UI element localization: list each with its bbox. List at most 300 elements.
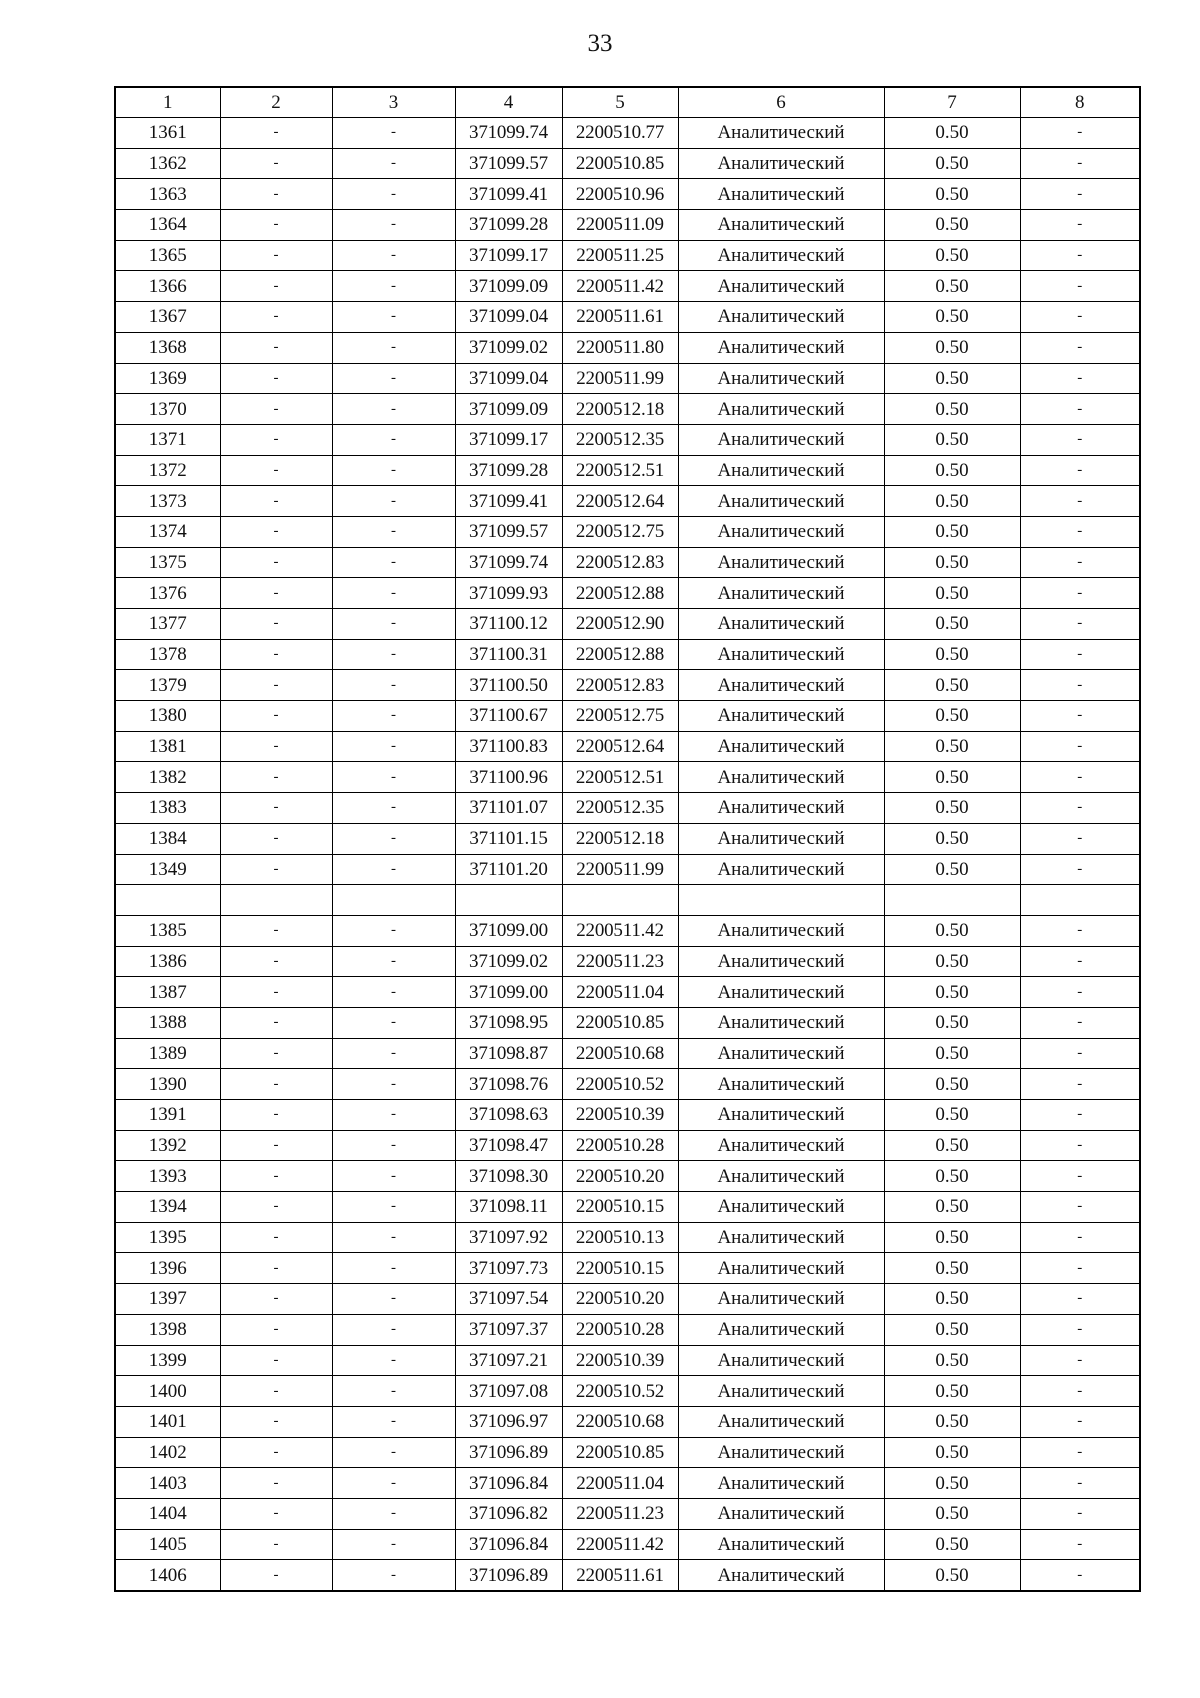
x-coordinate-cell: 371101.07 xyxy=(455,793,562,824)
accuracy-cell: 0.50 xyxy=(884,1253,1020,1284)
point-number-cell: 1394 xyxy=(115,1192,220,1223)
col3-cell: - xyxy=(332,1406,455,1437)
table-row xyxy=(115,1345,1140,1376)
point-number-cell: 1399 xyxy=(115,1345,220,1376)
y-coordinate-cell: 2200510.15 xyxy=(562,1192,678,1223)
col3-cell: - xyxy=(332,210,455,241)
col3-cell: - xyxy=(332,1192,455,1223)
table-header-row xyxy=(115,87,1140,118)
col3-cell: - xyxy=(332,118,455,149)
col3-cell: - xyxy=(332,1376,455,1407)
method-cell: Аналитический xyxy=(678,240,884,271)
table-row xyxy=(115,1007,1140,1038)
col8-cell: - xyxy=(1020,1069,1140,1100)
method-cell: Аналитический xyxy=(678,118,884,149)
point-number-cell: 1361 xyxy=(115,118,220,149)
method-cell: Аналитический xyxy=(678,762,884,793)
y-coordinate-cell: 2200512.35 xyxy=(562,424,678,455)
point-number-cell: 1378 xyxy=(115,639,220,670)
col3-cell: - xyxy=(332,1529,455,1560)
accuracy-cell: 0.50 xyxy=(884,1038,1020,1069)
table-row xyxy=(115,547,1140,578)
method-cell: Аналитический xyxy=(678,1192,884,1223)
col8-cell: - xyxy=(1020,977,1140,1008)
point-number-cell: 1377 xyxy=(115,609,220,640)
col3-cell: - xyxy=(332,578,455,609)
x-coordinate-cell: 371099.74 xyxy=(455,118,562,149)
col2-cell: - xyxy=(220,762,332,793)
col8-cell: - xyxy=(1020,639,1140,670)
accuracy-cell: 0.50 xyxy=(884,1222,1020,1253)
point-number-cell: 1381 xyxy=(115,731,220,762)
col2-cell: - xyxy=(220,302,332,333)
y-coordinate-cell: 2200512.83 xyxy=(562,670,678,701)
y-coordinate-cell: 2200510.13 xyxy=(562,1222,678,1253)
col2-cell: - xyxy=(220,394,332,425)
col3-cell: - xyxy=(332,977,455,1008)
col2-cell: - xyxy=(220,1222,332,1253)
table-row xyxy=(115,1038,1140,1069)
col8-cell: - xyxy=(1020,1529,1140,1560)
col2-cell: - xyxy=(220,332,332,363)
table-body xyxy=(115,118,1140,1592)
col8-cell: - xyxy=(1020,1406,1140,1437)
table-row xyxy=(115,639,1140,670)
point-number-cell: 1389 xyxy=(115,1038,220,1069)
table-row xyxy=(115,516,1140,547)
table-row xyxy=(115,363,1140,394)
point-number-cell: 1376 xyxy=(115,578,220,609)
col2-cell: - xyxy=(220,1468,332,1499)
accuracy-cell: 0.50 xyxy=(884,271,1020,302)
col8-cell: - xyxy=(1020,148,1140,179)
col2-cell: - xyxy=(220,1069,332,1100)
x-coordinate-cell: 371098.63 xyxy=(455,1100,562,1131)
x-coordinate-cell: 371097.08 xyxy=(455,1376,562,1407)
col8-cell: - xyxy=(1020,1437,1140,1468)
method-cell: Аналитический xyxy=(678,1253,884,1284)
y-coordinate-cell: 2200510.20 xyxy=(562,1161,678,1192)
x-coordinate-cell: 371099.57 xyxy=(455,148,562,179)
y-coordinate-cell: 2200510.85 xyxy=(562,1007,678,1038)
col2-cell: - xyxy=(220,1376,332,1407)
column-header: 3 xyxy=(332,87,455,118)
accuracy-cell: 0.50 xyxy=(884,701,1020,732)
col8-cell: - xyxy=(1020,762,1140,793)
table-row xyxy=(115,302,1140,333)
col3-cell: - xyxy=(332,1069,455,1100)
col2-cell: - xyxy=(220,1100,332,1131)
y-coordinate-cell: 2200510.77 xyxy=(562,118,678,149)
col8-cell: - xyxy=(1020,424,1140,455)
col8-cell: - xyxy=(1020,179,1140,210)
point-number-cell: 1388 xyxy=(115,1007,220,1038)
table-row xyxy=(115,915,1140,946)
col8-cell: - xyxy=(1020,1314,1140,1345)
method-cell: Аналитический xyxy=(678,701,884,732)
x-coordinate-cell: 371097.37 xyxy=(455,1314,562,1345)
point-number-cell: 1380 xyxy=(115,701,220,732)
accuracy-cell: 0.50 xyxy=(884,1130,1020,1161)
table-row xyxy=(115,179,1140,210)
table-row xyxy=(115,762,1140,793)
col8-cell: - xyxy=(1020,1376,1140,1407)
column-header: 5 xyxy=(562,87,678,118)
method-cell: Аналитический xyxy=(678,210,884,241)
col2-cell: - xyxy=(220,1529,332,1560)
accuracy-cell: 0.50 xyxy=(884,1161,1020,1192)
col2-cell xyxy=(220,885,332,916)
x-coordinate-cell: 371096.84 xyxy=(455,1529,562,1560)
accuracy-cell: 0.50 xyxy=(884,210,1020,241)
col2-cell: - xyxy=(220,854,332,885)
accuracy-cell: 0.50 xyxy=(884,670,1020,701)
method-cell: Аналитический xyxy=(678,731,884,762)
method-cell: Аналитический xyxy=(678,486,884,517)
col3-cell: - xyxy=(332,302,455,333)
x-coordinate-cell: 371099.02 xyxy=(455,946,562,977)
x-coordinate-cell xyxy=(455,885,562,916)
y-coordinate-cell: 2200510.68 xyxy=(562,1038,678,1069)
col8-cell: - xyxy=(1020,1468,1140,1499)
method-cell: Аналитический xyxy=(678,1100,884,1131)
table-row xyxy=(115,731,1140,762)
accuracy-cell: 0.50 xyxy=(884,609,1020,640)
col3-cell: - xyxy=(332,1253,455,1284)
col2-cell: - xyxy=(220,793,332,824)
col3-cell: - xyxy=(332,1437,455,1468)
method-cell: Аналитический xyxy=(678,547,884,578)
x-coordinate-cell: 371098.95 xyxy=(455,1007,562,1038)
x-coordinate-cell: 371101.20 xyxy=(455,854,562,885)
method-cell: Аналитический xyxy=(678,823,884,854)
col8-cell: - xyxy=(1020,332,1140,363)
col3-cell: - xyxy=(332,1468,455,1499)
col3-cell: - xyxy=(332,547,455,578)
table-row xyxy=(115,1069,1140,1100)
y-coordinate-cell: 2200510.85 xyxy=(562,148,678,179)
col8-cell: - xyxy=(1020,302,1140,333)
point-number-cell: 1403 xyxy=(115,1468,220,1499)
col3-cell: - xyxy=(332,946,455,977)
table-row xyxy=(115,1498,1140,1529)
y-coordinate-cell: 2200512.18 xyxy=(562,394,678,425)
x-coordinate-cell: 371097.73 xyxy=(455,1253,562,1284)
x-coordinate-cell: 371099.02 xyxy=(455,332,562,363)
col2-cell: - xyxy=(220,639,332,670)
col2-cell: - xyxy=(220,271,332,302)
method-cell: Аналитический xyxy=(678,1406,884,1437)
method-cell: Аналитический xyxy=(678,1222,884,1253)
col8-cell: - xyxy=(1020,578,1140,609)
method-cell: Аналитический xyxy=(678,516,884,547)
accuracy-cell: 0.50 xyxy=(884,148,1020,179)
accuracy-cell: 0.50 xyxy=(884,1529,1020,1560)
x-coordinate-cell: 371099.74 xyxy=(455,547,562,578)
col3-cell: - xyxy=(332,394,455,425)
col3-cell: - xyxy=(332,1007,455,1038)
accuracy-cell: 0.50 xyxy=(884,240,1020,271)
method-cell: Аналитический xyxy=(678,179,884,210)
accuracy-cell: 0.50 xyxy=(884,1468,1020,1499)
y-coordinate-cell: 2200511.42 xyxy=(562,915,678,946)
col8-cell: - xyxy=(1020,793,1140,824)
accuracy-cell: 0.50 xyxy=(884,1314,1020,1345)
x-coordinate-cell: 371099.41 xyxy=(455,486,562,517)
method-cell: Аналитический xyxy=(678,1498,884,1529)
accuracy-cell: 0.50 xyxy=(884,915,1020,946)
y-coordinate-cell: 2200511.99 xyxy=(562,854,678,885)
table-row xyxy=(115,1560,1140,1591)
col2-cell: - xyxy=(220,823,332,854)
x-coordinate-cell: 371100.96 xyxy=(455,762,562,793)
table-row xyxy=(115,1192,1140,1223)
accuracy-cell: 0.50 xyxy=(884,394,1020,425)
col2-cell: - xyxy=(220,118,332,149)
point-number-cell: 1402 xyxy=(115,1437,220,1468)
y-coordinate-cell: 2200510.52 xyxy=(562,1376,678,1407)
method-cell: Аналитический xyxy=(678,271,884,302)
table-row xyxy=(115,854,1140,885)
col2-cell: - xyxy=(220,1161,332,1192)
y-coordinate-cell: 2200512.64 xyxy=(562,486,678,517)
accuracy-cell: 0.50 xyxy=(884,455,1020,486)
point-number-cell: 1363 xyxy=(115,179,220,210)
point-number-cell: 1375 xyxy=(115,547,220,578)
col2-cell: - xyxy=(220,455,332,486)
accuracy-cell: 0.50 xyxy=(884,1345,1020,1376)
y-coordinate-cell: 2200510.85 xyxy=(562,1437,678,1468)
y-coordinate-cell: 2200512.83 xyxy=(562,547,678,578)
col2-cell: - xyxy=(220,701,332,732)
col3-cell: - xyxy=(332,915,455,946)
method-cell: Аналитический xyxy=(678,578,884,609)
col2-cell: - xyxy=(220,240,332,271)
accuracy-cell: 0.50 xyxy=(884,516,1020,547)
x-coordinate-cell: 371099.09 xyxy=(455,271,562,302)
y-coordinate-cell: 2200510.20 xyxy=(562,1284,678,1315)
y-coordinate-cell: 2200511.25 xyxy=(562,240,678,271)
col8-cell: - xyxy=(1020,915,1140,946)
col3-cell: - xyxy=(332,148,455,179)
method-cell: Аналитический xyxy=(678,1345,884,1376)
x-coordinate-cell: 371098.76 xyxy=(455,1069,562,1100)
point-number-cell: 1392 xyxy=(115,1130,220,1161)
col8-cell: - xyxy=(1020,547,1140,578)
col8-cell: - xyxy=(1020,1498,1140,1529)
x-coordinate-cell: 371099.00 xyxy=(455,977,562,1008)
x-coordinate-cell: 371096.89 xyxy=(455,1437,562,1468)
col2-cell: - xyxy=(220,731,332,762)
col3-cell: - xyxy=(332,639,455,670)
table-row xyxy=(115,118,1140,149)
col2-cell: - xyxy=(220,547,332,578)
col3-cell: - xyxy=(332,455,455,486)
point-number-cell: 1382 xyxy=(115,762,220,793)
point-number-cell: 1368 xyxy=(115,332,220,363)
col8-cell: - xyxy=(1020,1100,1140,1131)
accuracy-cell xyxy=(884,885,1020,916)
method-cell: Аналитический xyxy=(678,946,884,977)
col2-cell: - xyxy=(220,1253,332,1284)
col8-cell: - xyxy=(1020,854,1140,885)
col3-cell: - xyxy=(332,823,455,854)
y-coordinate-cell: 2200512.90 xyxy=(562,609,678,640)
point-number-cell xyxy=(115,885,220,916)
table-row xyxy=(115,486,1140,517)
accuracy-cell: 0.50 xyxy=(884,731,1020,762)
y-coordinate-cell: 2200512.64 xyxy=(562,731,678,762)
col3-cell: - xyxy=(332,332,455,363)
point-number-cell: 1367 xyxy=(115,302,220,333)
table-row xyxy=(115,578,1140,609)
method-cell: Аналитический xyxy=(678,363,884,394)
col3-cell: - xyxy=(332,424,455,455)
point-number-cell: 1396 xyxy=(115,1253,220,1284)
x-coordinate-cell: 371099.93 xyxy=(455,578,562,609)
x-coordinate-cell: 371097.92 xyxy=(455,1222,562,1253)
point-number-cell: 1405 xyxy=(115,1529,220,1560)
table-row xyxy=(115,1406,1140,1437)
col8-cell: - xyxy=(1020,486,1140,517)
method-cell: Аналитический xyxy=(678,1437,884,1468)
table-row xyxy=(115,1437,1140,1468)
y-coordinate-cell: 2200510.28 xyxy=(562,1130,678,1161)
col8-cell: - xyxy=(1020,1130,1140,1161)
y-coordinate-cell: 2200511.61 xyxy=(562,302,678,333)
col3-cell: - xyxy=(332,271,455,302)
point-number-cell: 1400 xyxy=(115,1376,220,1407)
y-coordinate-cell: 2200512.51 xyxy=(562,762,678,793)
table-row xyxy=(115,240,1140,271)
point-number-cell: 1372 xyxy=(115,455,220,486)
point-number-cell: 1379 xyxy=(115,670,220,701)
col3-cell: - xyxy=(332,1345,455,1376)
accuracy-cell: 0.50 xyxy=(884,793,1020,824)
method-cell: Аналитический xyxy=(678,1069,884,1100)
y-coordinate-cell: 2200512.88 xyxy=(562,639,678,670)
point-number-cell: 1371 xyxy=(115,424,220,455)
x-coordinate-cell: 371097.21 xyxy=(455,1345,562,1376)
col2-cell: - xyxy=(220,670,332,701)
method-cell: Аналитический xyxy=(678,455,884,486)
point-number-cell: 1364 xyxy=(115,210,220,241)
method-cell: Аналитический xyxy=(678,424,884,455)
col8-cell: - xyxy=(1020,823,1140,854)
col3-cell xyxy=(332,885,455,916)
col2-cell: - xyxy=(220,1406,332,1437)
point-number-cell: 1391 xyxy=(115,1100,220,1131)
y-coordinate-cell: 2200512.35 xyxy=(562,793,678,824)
col2-cell: - xyxy=(220,1560,332,1591)
point-number-cell: 1393 xyxy=(115,1161,220,1192)
accuracy-cell: 0.50 xyxy=(884,424,1020,455)
y-coordinate-cell: 2200511.99 xyxy=(562,363,678,394)
col3-cell: - xyxy=(332,1038,455,1069)
table-row xyxy=(115,1314,1140,1345)
col2-cell: - xyxy=(220,1437,332,1468)
col2-cell: - xyxy=(220,915,332,946)
col2-cell: - xyxy=(220,1130,332,1161)
table-row xyxy=(115,394,1140,425)
y-coordinate-cell: 2200511.80 xyxy=(562,332,678,363)
column-header: 8 xyxy=(1020,87,1140,118)
x-coordinate-cell: 371097.54 xyxy=(455,1284,562,1315)
y-coordinate-cell: 2200512.75 xyxy=(562,516,678,547)
col3-cell: - xyxy=(332,1222,455,1253)
col8-cell xyxy=(1020,885,1140,916)
col3-cell: - xyxy=(332,179,455,210)
col8-cell: - xyxy=(1020,731,1140,762)
accuracy-cell: 0.50 xyxy=(884,639,1020,670)
table-row xyxy=(115,1100,1140,1131)
accuracy-cell: 0.50 xyxy=(884,486,1020,517)
y-coordinate-cell: 2200510.96 xyxy=(562,179,678,210)
table-row xyxy=(115,823,1140,854)
col2-cell: - xyxy=(220,516,332,547)
col8-cell: - xyxy=(1020,1560,1140,1591)
col8-cell: - xyxy=(1020,394,1140,425)
method-cell: Аналитический xyxy=(678,302,884,333)
col2-cell: - xyxy=(220,1192,332,1223)
accuracy-cell: 0.50 xyxy=(884,1560,1020,1591)
col8-cell: - xyxy=(1020,609,1140,640)
x-coordinate-cell: 371099.28 xyxy=(455,210,562,241)
accuracy-cell: 0.50 xyxy=(884,854,1020,885)
col3-cell: - xyxy=(332,1314,455,1345)
col8-cell: - xyxy=(1020,271,1140,302)
col8-cell: - xyxy=(1020,1345,1140,1376)
x-coordinate-cell: 371099.57 xyxy=(455,516,562,547)
accuracy-cell: 0.50 xyxy=(884,946,1020,977)
table-row xyxy=(115,1253,1140,1284)
accuracy-cell: 0.50 xyxy=(884,363,1020,394)
col8-cell: - xyxy=(1020,516,1140,547)
col2-cell: - xyxy=(220,148,332,179)
point-number-cell: 1406 xyxy=(115,1560,220,1591)
method-cell xyxy=(678,885,884,916)
col8-cell: - xyxy=(1020,240,1140,271)
table-row xyxy=(115,424,1140,455)
col3-cell: - xyxy=(332,1161,455,1192)
y-coordinate-cell: 2200511.42 xyxy=(562,271,678,302)
table-row xyxy=(115,670,1140,701)
col8-cell: - xyxy=(1020,1192,1140,1223)
point-number-cell: 1387 xyxy=(115,977,220,1008)
point-number-cell: 1373 xyxy=(115,486,220,517)
y-coordinate-cell xyxy=(562,885,678,916)
accuracy-cell: 0.50 xyxy=(884,1192,1020,1223)
point-number-cell: 1369 xyxy=(115,363,220,394)
col8-cell: - xyxy=(1020,670,1140,701)
x-coordinate-cell: 371098.87 xyxy=(455,1038,562,1069)
col8-cell: - xyxy=(1020,455,1140,486)
method-cell: Аналитический xyxy=(678,1376,884,1407)
col3-cell: - xyxy=(332,486,455,517)
col3-cell: - xyxy=(332,1284,455,1315)
point-number-cell: 1370 xyxy=(115,394,220,425)
col2-cell: - xyxy=(220,424,332,455)
y-coordinate-cell: 2200510.68 xyxy=(562,1406,678,1437)
table-row xyxy=(115,609,1140,640)
method-cell: Аналитический xyxy=(678,1007,884,1038)
table-row xyxy=(115,1222,1140,1253)
y-coordinate-cell: 2200510.15 xyxy=(562,1253,678,1284)
col3-cell: - xyxy=(332,762,455,793)
table-row xyxy=(115,1376,1140,1407)
col2-cell: - xyxy=(220,1284,332,1315)
coordinates-table xyxy=(114,86,1141,1592)
